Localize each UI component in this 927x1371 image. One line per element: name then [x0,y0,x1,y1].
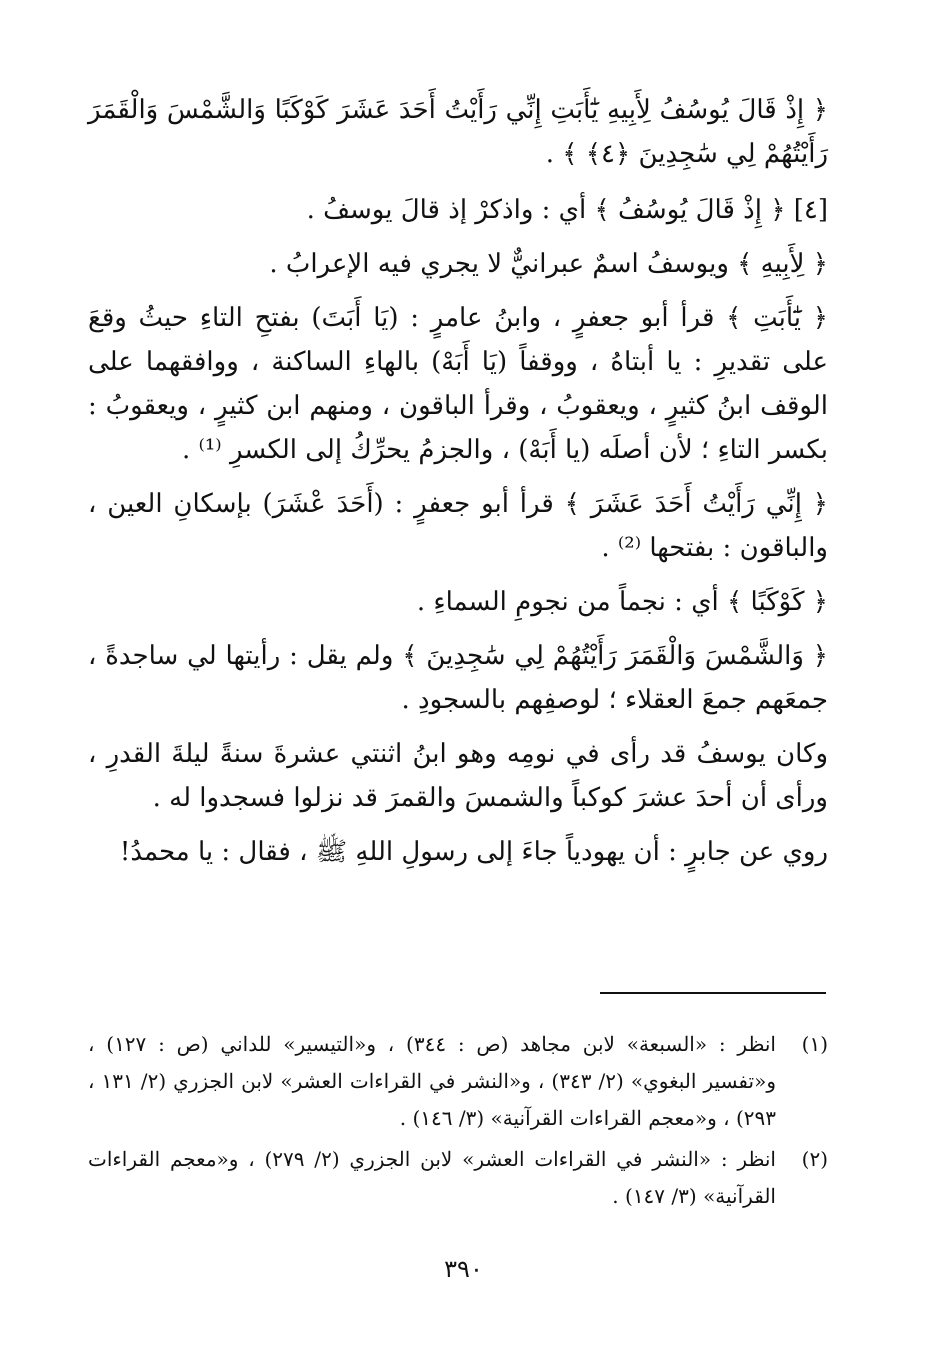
paragraph: ﴿ يَٰٓأَبَتِ ﴾ قرأ أبو جعفرٍ ، وابنُ عامرٍ : (يَا أَبَتَ) بفتحِ التاءِ حيثُ وقعَ على تقديرِ : يا أبتاهُ ، ووقفاً (يَا أَبَهْ) بالهاءِ الساكنة ، ووافقهما على الوقف ابنُ كثيرٍ ، ويعقوبُ ، وقرأ الباقون ، ومنهم ابن كثيرٍ ، ويعقوبُ : بكسر التاءِ ؛ لأن أصلَه (يا أَبَهْ) ، والجزمُ يحرِّكُ إلى الكسرِ ⁽¹⁾ . [88,303,828,465]
quran-verse: ﴿ إِذْ قَالَ يُوسُفُ لِأَبِيهِ يَٰٓأَبَتِ إِنِّي رَأَيْتُ أَحَدَ عَشَرَ كَوْكَبًا وَالشَّمْسَ وَالْقَمَرَ رَأَيْتُهُمْ لِي سَٰجِدِينَ ﴿٤﴾ ﴾ . [88,95,828,169]
footnote-number: (١) [801,1032,828,1056]
page-number: ٣٩٠ [444,1255,483,1283]
paragraph: ﴿ لِأَبِيهِ ﴾ ويوسفُ اسمٌ عبرانيٌّ لا يجري فيه الإعرابُ . [269,249,828,279]
footnote-number: (٢) [801,1147,828,1171]
footnote-text: انظر : «النشر في القراءات العشر» لابن الجزري (٢/ ٢٧٩) ، و«معجم القراءات القرآنية» (٣/ ١٤٧) . [88,1147,776,1208]
main-text [88,88,828,884]
footnotes [88,1026,828,1219]
paragraph: روي عن جابرٍ : أن يهودياً جاءَ إلى رسولِ اللهِ ﷺ ، فقال : يا محمدُ! [119,837,828,867]
paragraph: ﴿ وَالشَّمْسَ وَالْقَمَرَ رَأَيْتُهُمْ لِي سَٰجِدِينَ ﴾ ولم يقل : رأيتها لي ساجدةً ، جمعَهم جمعَ العقلاء ؛ لوصفِهم بالسجودِ . [88,641,828,715]
paragraph: ﴿ إِنِّي رَأَيْتُ أَحَدَ عَشَرَ ﴾ قرأ أبو جعفرٍ : (أَحَدَ عْشَرَ) بإسكانِ العين ، والباقون : بفتحها ⁽²⁾ . [88,489,828,563]
paragraph: ﴿ كَوْكَبًا ﴾ أي : نجماً من نجومِ السماءِ . [416,587,828,617]
paragraph: وكان يوسفُ قد رأى في نومِه وهو ابنُ اثنتي عشرةَ سنةً ليلةَ القدرِ ، ورأى أن أحدَ عشرَ كوكباً والشمسَ والقمرَ قد نزلوا فسجدوا له . [88,739,828,813]
paragraph: [٤] ﴿ إِذْ قَالَ يُوسُفُ ﴾ أي : واذكرْ إذ قالَ يوسفُ . [306,195,828,225]
footnote-1 [88,1026,828,1137]
footnote-divider [600,992,826,994]
footnote-text: انظر : «السبعة» لابن مجاهد (ص : ٣٤٤) ، و«التيسير» للداني (ص : ١٢٧) ، و«تفسير البغوي» (٢/ ٣٤٣) ، و«النشر في القراءات العشر» لابن الجزري (٢/ ١٣١ ، ٢٩٣) ، و«معجم القراءات القرآنية» (٣/ ١٤٦) . [88,1032,776,1130]
footnote-2 [88,1141,828,1215]
